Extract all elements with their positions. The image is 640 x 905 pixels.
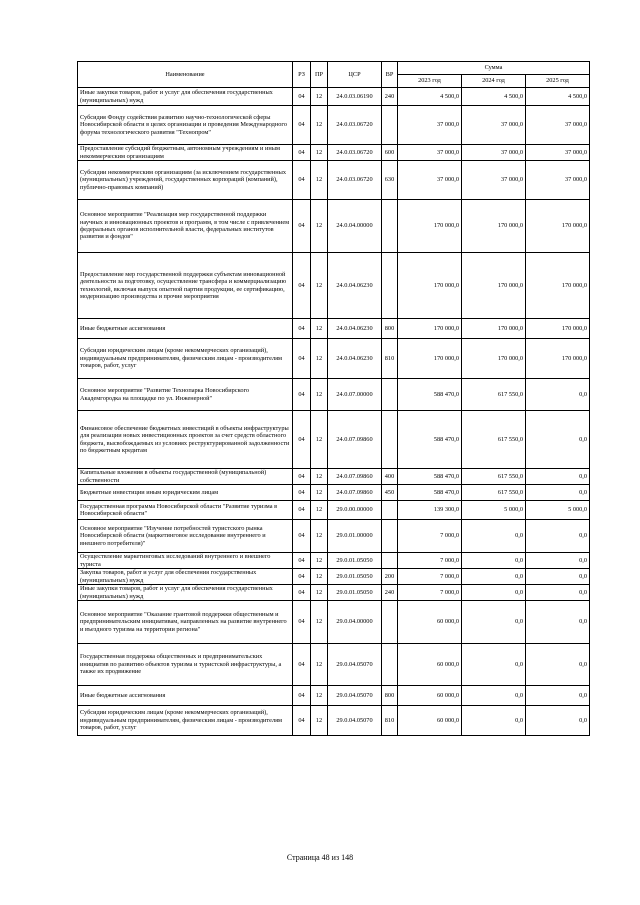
row-value-2023: 170 000,0 bbox=[398, 253, 462, 319]
table-row bbox=[78, 319, 590, 339]
table-row bbox=[78, 501, 590, 520]
row-value-2025: 37 000,0 bbox=[526, 106, 590, 145]
row-value-2023: 60 000,0 bbox=[398, 601, 462, 644]
row-value-2025: 0,0 bbox=[526, 411, 590, 469]
row-value-2025: 0,0 bbox=[526, 569, 590, 585]
row-value-2024: 4 500,0 bbox=[462, 88, 526, 106]
row-vr: 630 bbox=[382, 161, 398, 200]
row-csr: 29.0.01.05050 bbox=[328, 553, 382, 569]
row-value-2024: 37 000,0 bbox=[462, 161, 526, 200]
row-csr: 24.0.03.06720 bbox=[328, 161, 382, 200]
row-pr: 12 bbox=[311, 200, 328, 253]
row-value-2023: 37 000,0 bbox=[398, 106, 462, 145]
row-pr: 12 bbox=[311, 501, 328, 520]
row-value-2023: 7 000,0 bbox=[398, 569, 462, 585]
row-rz: 04 bbox=[293, 411, 311, 469]
row-name: Финансовое обеспечение бюджетных инвестиций в объекты инфраструктуры для реализации новых инвестиционных проектов за счет средств областного бюджета, высвобождаемых из условиях реструктурированной задолженности по бюджетным кредитам bbox=[78, 411, 293, 469]
row-vr: 240 bbox=[382, 88, 398, 106]
row-rz: 04 bbox=[293, 161, 311, 200]
row-pr: 12 bbox=[311, 569, 328, 585]
row-name: Основное мероприятие "Изучение потребностей туристского рынка Новосибирской области (маркетинговое исследование внутреннего и внешнего потребителя)" bbox=[78, 520, 293, 553]
row-csr: 29.0.01.05050 bbox=[328, 569, 382, 585]
row-pr: 12 bbox=[311, 706, 328, 736]
row-value-2024: 170 000,0 bbox=[462, 319, 526, 339]
row-value-2023: 588 470,0 bbox=[398, 485, 462, 501]
row-value-2025: 0,0 bbox=[526, 520, 590, 553]
row-value-2024: 37 000,0 bbox=[462, 145, 526, 161]
row-rz: 04 bbox=[293, 601, 311, 644]
row-rz: 04 bbox=[293, 520, 311, 553]
row-value-2024: 0,0 bbox=[462, 585, 526, 601]
row-pr: 12 bbox=[311, 644, 328, 686]
table-row bbox=[78, 585, 590, 601]
row-value-2025: 37 000,0 bbox=[526, 161, 590, 200]
row-pr: 12 bbox=[311, 106, 328, 145]
row-value-2025: 170 000,0 bbox=[526, 319, 590, 339]
table-row bbox=[78, 200, 590, 253]
row-value-2025: 0,0 bbox=[526, 585, 590, 601]
row-pr: 12 bbox=[311, 339, 328, 379]
row-csr: 29.0.01.00000 bbox=[328, 520, 382, 553]
row-value-2024: 0,0 bbox=[462, 520, 526, 553]
header-year-2025: 2025 год bbox=[526, 75, 590, 88]
row-pr: 12 bbox=[311, 88, 328, 106]
row-value-2024: 0,0 bbox=[462, 686, 526, 706]
row-pr: 12 bbox=[311, 686, 328, 706]
table-row bbox=[78, 686, 590, 706]
budget-table bbox=[77, 61, 590, 736]
row-vr bbox=[382, 501, 398, 520]
row-value-2024: 0,0 bbox=[462, 706, 526, 736]
row-value-2023: 7 000,0 bbox=[398, 585, 462, 601]
row-pr: 12 bbox=[311, 253, 328, 319]
row-rz: 04 bbox=[293, 253, 311, 319]
row-value-2023: 7 000,0 bbox=[398, 520, 462, 553]
row-value-2025: 5 000,0 bbox=[526, 501, 590, 520]
row-csr: 24.0.03.06720 bbox=[328, 106, 382, 145]
table-row bbox=[78, 520, 590, 553]
row-value-2023: 37 000,0 bbox=[398, 161, 462, 200]
row-pr: 12 bbox=[311, 585, 328, 601]
row-value-2024: 5 000,0 bbox=[462, 501, 526, 520]
row-value-2024: 170 000,0 bbox=[462, 339, 526, 379]
row-rz: 04 bbox=[293, 469, 311, 485]
row-pr: 12 bbox=[311, 379, 328, 411]
row-value-2023: 60 000,0 bbox=[398, 686, 462, 706]
header-year-2023: 2023 год bbox=[398, 75, 462, 88]
row-value-2025: 170 000,0 bbox=[526, 200, 590, 253]
row-pr: 12 bbox=[311, 145, 328, 161]
row-csr: 29.0.00.00000 bbox=[328, 501, 382, 520]
row-rz: 04 bbox=[293, 686, 311, 706]
row-value-2025: 0,0 bbox=[526, 686, 590, 706]
header-year-2024: 2024 год bbox=[462, 75, 526, 88]
row-name: Капитальные вложения в объекты государственной (муниципальной) собственности bbox=[78, 469, 293, 485]
row-rz: 04 bbox=[293, 339, 311, 379]
row-name: Основное мероприятие "Оказание грантовой поддержки общественным и предпринимательским инициативам, направленных на развитие внутреннего и въездного туризма на территории региона" bbox=[78, 601, 293, 644]
row-name: Иные закупки товаров, работ и услуг для обеспечения государственных (муниципальных) нужд bbox=[78, 585, 293, 601]
row-vr: 600 bbox=[382, 145, 398, 161]
row-rz: 04 bbox=[293, 585, 311, 601]
row-value-2023: 170 000,0 bbox=[398, 319, 462, 339]
table-row bbox=[78, 339, 590, 379]
row-value-2024: 617 550,0 bbox=[462, 485, 526, 501]
row-vr bbox=[382, 601, 398, 644]
row-vr bbox=[382, 379, 398, 411]
header-name: Наименование bbox=[78, 62, 293, 88]
row-vr bbox=[382, 106, 398, 145]
row-value-2023: 60 000,0 bbox=[398, 706, 462, 736]
row-value-2025: 0,0 bbox=[526, 553, 590, 569]
row-value-2024: 170 000,0 bbox=[462, 253, 526, 319]
row-pr: 12 bbox=[311, 469, 328, 485]
row-value-2023: 588 470,0 bbox=[398, 411, 462, 469]
row-value-2023: 170 000,0 bbox=[398, 339, 462, 379]
table-row bbox=[78, 644, 590, 686]
row-csr: 24.0.04.06230 bbox=[328, 253, 382, 319]
row-rz: 04 bbox=[293, 553, 311, 569]
table-row bbox=[78, 469, 590, 485]
table-row bbox=[78, 706, 590, 736]
header-vr: ВР bbox=[382, 62, 398, 88]
row-value-2023: 37 000,0 bbox=[398, 145, 462, 161]
row-value-2023: 7 000,0 bbox=[398, 553, 462, 569]
row-pr: 12 bbox=[311, 601, 328, 644]
table-row bbox=[78, 553, 590, 569]
row-name: Закупка товаров, работ и услуг для обеспечения государственных (муниципальных) нужд bbox=[78, 569, 293, 585]
row-value-2025: 0,0 bbox=[526, 706, 590, 736]
row-value-2024: 617 550,0 bbox=[462, 411, 526, 469]
table-row bbox=[78, 379, 590, 411]
row-name: Иные бюджетные ассигнования bbox=[78, 686, 293, 706]
row-value-2024: 0,0 bbox=[462, 644, 526, 686]
row-vr: 450 bbox=[382, 485, 398, 501]
row-csr: 24.0.07.09860 bbox=[328, 469, 382, 485]
row-value-2023: 4 500,0 bbox=[398, 88, 462, 106]
row-pr: 12 bbox=[311, 161, 328, 200]
header-sum: Сумма bbox=[398, 62, 590, 75]
row-rz: 04 bbox=[293, 485, 311, 501]
header-csr: ЦСР bbox=[328, 62, 382, 88]
row-pr: 12 bbox=[311, 520, 328, 553]
row-name: Бюджетные инвестиции иным юридическим лицам bbox=[78, 485, 293, 501]
row-rz: 04 bbox=[293, 319, 311, 339]
row-vr: 400 bbox=[382, 469, 398, 485]
header-rz: РЗ bbox=[293, 62, 311, 88]
row-rz: 04 bbox=[293, 644, 311, 686]
row-name: Иные бюджетные ассигнования bbox=[78, 319, 293, 339]
row-rz: 04 bbox=[293, 200, 311, 253]
row-rz: 04 bbox=[293, 706, 311, 736]
row-vr: 810 bbox=[382, 339, 398, 379]
row-name: Государственная поддержка общественных и предпринимательских инициатив по развитию объектов туризма и туристской инфраструктуры, а также их продвижение bbox=[78, 644, 293, 686]
row-value-2023: 588 470,0 bbox=[398, 379, 462, 411]
row-vr bbox=[382, 200, 398, 253]
row-rz: 04 bbox=[293, 106, 311, 145]
row-vr bbox=[382, 253, 398, 319]
row-value-2025: 0,0 bbox=[526, 644, 590, 686]
row-vr bbox=[382, 553, 398, 569]
row-value-2025: 0,0 bbox=[526, 469, 590, 485]
table-row bbox=[78, 161, 590, 200]
row-value-2025: 0,0 bbox=[526, 601, 590, 644]
row-csr: 29.0.04.05070 bbox=[328, 644, 382, 686]
row-csr: 24.0.04.00000 bbox=[328, 200, 382, 253]
row-value-2023: 170 000,0 bbox=[398, 200, 462, 253]
row-csr: 29.0.04.00000 bbox=[328, 601, 382, 644]
row-value-2024: 170 000,0 bbox=[462, 200, 526, 253]
row-value-2023: 60 000,0 bbox=[398, 644, 462, 686]
row-pr: 12 bbox=[311, 411, 328, 469]
row-rz: 04 bbox=[293, 379, 311, 411]
row-csr: 24.0.04.06230 bbox=[328, 339, 382, 379]
row-vr bbox=[382, 411, 398, 469]
row-rz: 04 bbox=[293, 569, 311, 585]
row-name: Иные закупки товаров, работ и услуг для обеспечения государственных (муниципальных) нужд bbox=[78, 88, 293, 106]
row-value-2024: 617 550,0 bbox=[462, 379, 526, 411]
row-value-2025: 0,0 bbox=[526, 379, 590, 411]
row-csr: 24.0.07.09860 bbox=[328, 485, 382, 501]
row-csr: 24.0.03.06190 bbox=[328, 88, 382, 106]
row-value-2024: 617 550,0 bbox=[462, 469, 526, 485]
row-csr: 24.0.04.06230 bbox=[328, 319, 382, 339]
row-name: Предоставление мер государственной поддержки субъектам инновационной деятельности за подготовку, осуществление трансфера и коммерциализацию технологий, включая выпуск опытной партии продукции, ее сертификацию, модернизацию производства и прочие мероприятия bbox=[78, 253, 293, 319]
row-rz: 04 bbox=[293, 88, 311, 106]
row-csr: 24.0.07.00000 bbox=[328, 379, 382, 411]
row-name: Предоставление субсидий бюджетным, автономным учреждениям и иным некоммерческим организациям bbox=[78, 145, 293, 161]
row-value-2025: 0,0 bbox=[526, 485, 590, 501]
row-vr: 200 bbox=[382, 569, 398, 585]
row-vr bbox=[382, 520, 398, 553]
row-pr: 12 bbox=[311, 485, 328, 501]
table-row bbox=[78, 106, 590, 145]
table-row bbox=[78, 145, 590, 161]
row-value-2024: 0,0 bbox=[462, 569, 526, 585]
table-row bbox=[78, 569, 590, 585]
row-rz: 04 bbox=[293, 501, 311, 520]
row-value-2025: 170 000,0 bbox=[526, 339, 590, 379]
row-value-2023: 588 470,0 bbox=[398, 469, 462, 485]
row-vr: 800 bbox=[382, 319, 398, 339]
row-value-2024: 0,0 bbox=[462, 553, 526, 569]
row-csr: 24.0.03.06720 bbox=[328, 145, 382, 161]
row-name: Основное мероприятие "Реализация мер государственной поддержки научных и инновационных проектов и программ, в том числе с привлечением федеральных органов исполнительной власти, федеральных институтов развития и фондов" bbox=[78, 200, 293, 253]
row-vr: 810 bbox=[382, 706, 398, 736]
row-name: Субсидия Фонду содействия развитию научно-технологической сферы Новосибирской области в целях организации и проведения Международного форума технологического развития "Технопром" bbox=[78, 106, 293, 145]
row-value-2024: 37 000,0 bbox=[462, 106, 526, 145]
row-pr: 12 bbox=[311, 319, 328, 339]
row-name: Субсидии юридическим лицам (кроме некоммерческих организаций), индивидуальным предпринимателям, физическим лицам - производителям товаров, работ, услуг bbox=[78, 339, 293, 379]
row-value-2025: 4 500,0 bbox=[526, 88, 590, 106]
page-number: Страница 48 из 148 bbox=[286, 853, 354, 862]
table-row bbox=[78, 411, 590, 469]
row-rz: 04 bbox=[293, 145, 311, 161]
row-csr: 29.0.04.05070 bbox=[328, 706, 382, 736]
row-name: Субсидии юридическим лицам (кроме некоммерческих организаций), индивидуальным предпринимателям, физическим лицам - производителям товаров, работ, услуг bbox=[78, 706, 293, 736]
row-value-2025: 170 000,0 bbox=[526, 253, 590, 319]
row-value-2024: 0,0 bbox=[462, 601, 526, 644]
row-vr bbox=[382, 644, 398, 686]
row-csr: 24.0.07.09860 bbox=[328, 411, 382, 469]
row-name: Осуществление маркетинговых исследований внутреннего и внешнего туриста bbox=[78, 553, 293, 569]
row-pr: 12 bbox=[311, 553, 328, 569]
row-csr: 29.0.01.05050 bbox=[328, 585, 382, 601]
row-vr: 240 bbox=[382, 585, 398, 601]
table-row bbox=[78, 253, 590, 319]
row-vr: 800 bbox=[382, 686, 398, 706]
row-value-2023: 139 300,0 bbox=[398, 501, 462, 520]
table-row bbox=[78, 485, 590, 501]
header-pr: ПР bbox=[311, 62, 328, 88]
table-row bbox=[78, 601, 590, 644]
row-name: Основное мероприятие "Развитие Технопарка Новосибирского Академгородка на площадке по ул. Инженерной" bbox=[78, 379, 293, 411]
row-csr: 29.0.04.05070 bbox=[328, 686, 382, 706]
table-row bbox=[78, 88, 590, 106]
row-name: Субсидии некоммерческим организациям (за исключением государственных (муниципальных) учреждений, государственных корпораций (компаний), публично-правовых компаний) bbox=[78, 161, 293, 200]
row-name: Государственная программа Новосибирской области "Развитие туризма в Новосибирской области" bbox=[78, 501, 293, 520]
row-value-2025: 37 000,0 bbox=[526, 145, 590, 161]
